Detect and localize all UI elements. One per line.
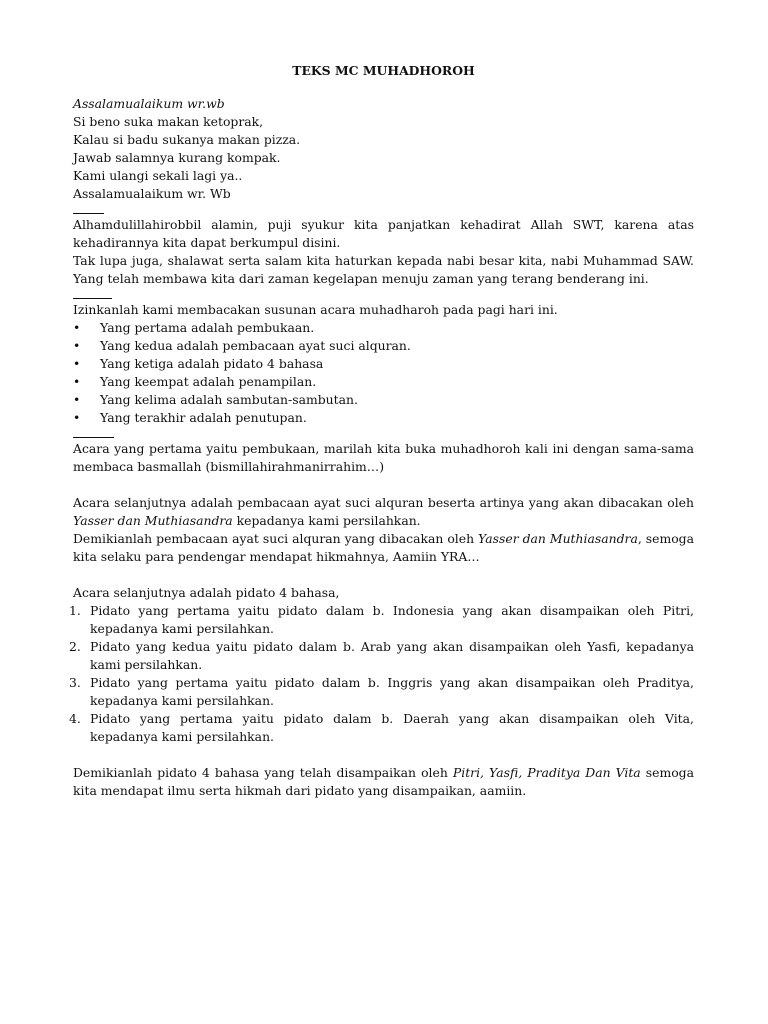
intro-paragraph: Alhamdulillahirobbil alamin, puji syukur kita panjatkan kehadirat Allah SWT, karena atas kehadirannya kita dapat berkumpul disini. [73, 217, 694, 250]
pantun-line: Kalau si badu sukanya makan pizza. [73, 132, 301, 147]
bullet-icon: • [73, 374, 81, 389]
agenda-list [73, 319, 694, 427]
bullet-icon: • [73, 392, 81, 407]
closing-paragraph: Demikianlah pidato 4 bahasa yang telah disampaikan oleh Pitri, Yasfi, Praditya Dan Vita semoga kita mendapat ilmu serta hikmah dari pidato yang disampaikan, aamiin. [73, 765, 694, 798]
pidato-list [69, 602, 694, 746]
agenda-item: • Yang kedua adalah pembacaan ayat suci alquran. [73, 338, 411, 353]
pantun-line: Kami ulangi sekali lagi ya.. [73, 168, 243, 183]
acara-pembukaan: Acara yang pertama yaitu pembukaan, marilah kita buka muhadhoroh kali ini dengan sama-sama membaca basmallah (bismillahirahmanirrahim…) [73, 441, 694, 474]
bullet-icon: • [73, 410, 81, 425]
document-title: TEKS MC MUHADHOROH [292, 63, 475, 78]
intro-paragraph: Tak lupa juga, shalawat serta salam kita haturkan kepada nabi besar kita, nabi Muhammad SAW. Yang telah membawa kita dari zaman kegelapan menuju zaman yang terang benderang ini. [73, 253, 694, 286]
agenda-item: • Yang terakhir adalah penutupan. [73, 410, 307, 425]
speaker-names: Pitri, Yasfi, Praditya Dan Vita [452, 765, 641, 780]
bullet-icon: • [73, 356, 81, 371]
section-divider [73, 437, 114, 438]
agenda-item: • Yang kelima adalah sambutan-sambutan. [73, 392, 358, 407]
section-divider [73, 213, 104, 214]
pidato-item: 4. Pidato yang pertama yaitu pidato dalam b. Daerah yang akan disampaikan oleh Vita, kepadanya kami persilahkan. [69, 711, 694, 744]
section-divider [73, 298, 112, 299]
reciter-names: Yasser dan Muthiasandra [478, 531, 638, 546]
opening-salam: Assalamualaikum wr.wb [73, 96, 225, 111]
agenda-item: • Yang keempat adalah penampilan. [73, 374, 317, 389]
reciter-names: Yasser dan Muthiasandra [73, 513, 233, 528]
bullet-icon: • [73, 338, 81, 353]
pidato-item: 2. Pidato yang kedua yaitu pidato dalam b. Arab yang akan disampaikan oleh Yasfi, kepadanya kami persilahkan. [69, 639, 694, 672]
bullet-icon: • [73, 320, 81, 335]
pidato-item: 3. Pidato yang pertama yaitu pidato dalam b. Inggris yang akan disampaikan oleh Praditya, kepadanya kami persilahkan. [69, 675, 694, 708]
pantun-line: Jawab salamnya kurang kompak. [73, 150, 281, 165]
pidato-intro: Acara selanjutnya adalah pidato 4 bahasa, [73, 585, 340, 600]
agenda-intro: Izinkanlah kami membacakan susunan acara muhadharoh pada pagi hari ini. [73, 302, 558, 317]
pantun-line: Si beno suka makan ketoprak, [73, 114, 264, 129]
pidato-item: 1. Pidato yang pertama yaitu pidato dalam b. Indonesia yang akan disampaikan oleh Pitri, kepadanya kami persilahkan. [69, 603, 694, 636]
agenda-item: • Yang ketiga adalah pidato 4 bahasa [73, 356, 324, 371]
pantun-line: Assalamualaikum wr. Wb [73, 186, 231, 201]
quran-intro: Acara selanjutnya adalah pembacaan ayat suci alquran beserta artinya yang akan dibacakan oleh Yasser dan Muthiasandra kepadanya kami persilahkan. [73, 495, 694, 528]
quran-closing: Demikianlah pembacaan ayat suci alquran yang dibacakan oleh Yasser dan Muthiasandra, semoga kita selaku para pendengar mendapat hikmahnya, Aamiin YRA… [73, 531, 694, 564]
document-body [69, 62, 694, 800]
agenda-item: • Yang pertama adalah pembukaan. [73, 320, 315, 335]
